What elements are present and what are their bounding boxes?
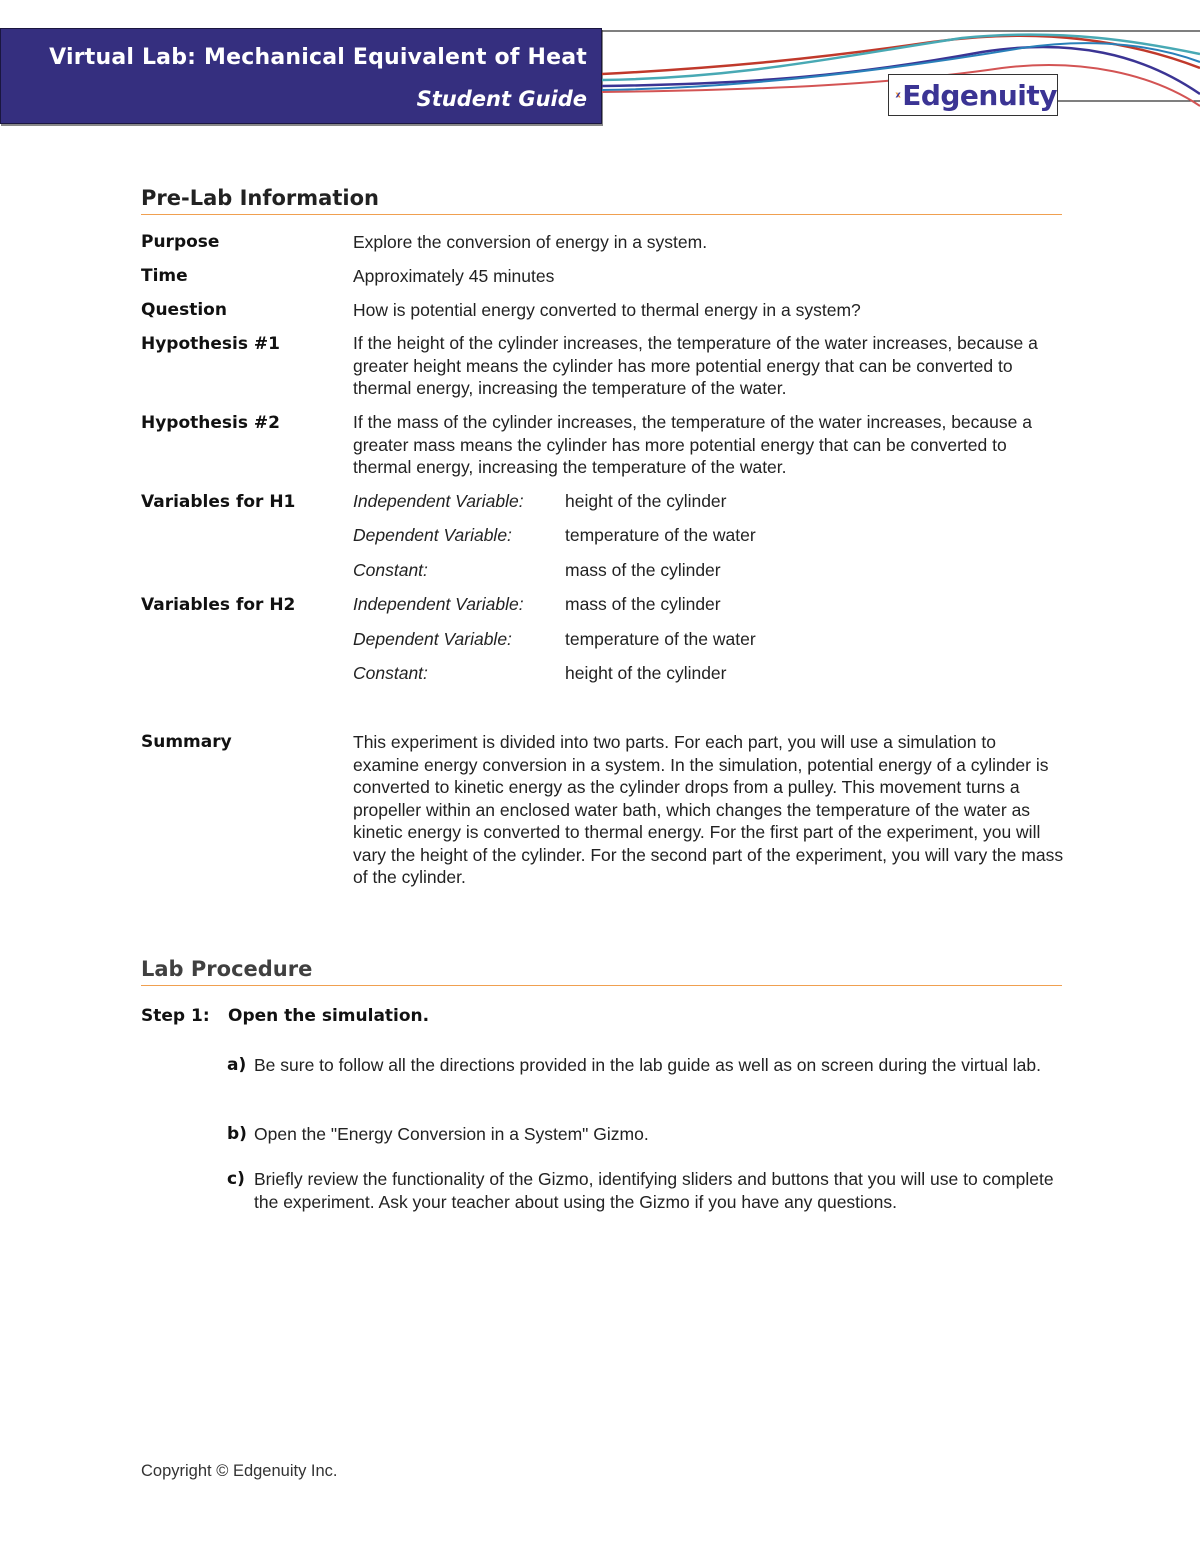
summary-label: Summary [141, 732, 232, 752]
purpose-value: Explore the conversion of energy in a system. [353, 232, 708, 252]
step-1-title: Open the simulation. [228, 1006, 430, 1026]
summary-value: This experiment is divided into two parts. For each part, you will use a simulation to examine energy conversion in a system. In the simulation, potential energy of a cylinder is converted to kinetic energy as the cylinder drops from a pulley. This movement turns a propeller within an enclosed water bath, which changes the temperature of the water as kinetic energy is converted to thermal energy. For the first part of the experiment, you will vary the height of the cylinder. For the second part of the experiment, you will vary the mass of the cylinder. [353, 732, 1064, 887]
step-1c-text: Briefly review the functionality of the Gizmo, identifying sliders and buttons that you will use to complete the experiment. Ask your teacher about using the Gizmo if you have any questions. [254, 1169, 1054, 1212]
hypothesis-1-value: If the height of the cylinder increases, the temperature of the water increases, because a greater height means the cylinder has more potential energy that can be converted to thermal energy, increasing the temperature of the water. [353, 333, 1038, 398]
h1-constant-name: Constant: [353, 560, 428, 580]
h1-constant-value: mass of the cylinder [565, 560, 721, 580]
procedure-heading: Lab Procedure [141, 957, 1062, 986]
variables-h2-label: Variables for H2 [141, 595, 296, 615]
document-title: Virtual Lab: Mechanical Equivalent of Heat [49, 45, 587, 70]
h1-dependent-value: temperature of the water [565, 525, 756, 545]
hypothesis-2-value: If the mass of the cylinder increases, the temperature of the water increases, because a greater mass means the cylinder has more potential energy that can be converted to thermal energy, increasing the temperature of the water. [353, 412, 1032, 477]
h1-dependent-name: Dependent Variable: [353, 525, 512, 545]
purpose-label: Purpose [141, 232, 220, 252]
step-1b-text: Open the "Energy Conversion in a System" Gizmo. [254, 1124, 649, 1144]
h2-dependent-value: temperature of the water [565, 629, 756, 649]
hypothesis-2-label: Hypothesis #2 [141, 413, 280, 433]
h2-independent-name: Independent Variable: [353, 594, 524, 614]
hypothesis-1-label: Hypothesis #1 [141, 334, 280, 354]
step-1a-marker: a) [227, 1055, 247, 1075]
h2-independent-value: mass of the cylinder [565, 594, 721, 614]
edgenuity-x-icon [895, 79, 901, 111]
h2-constant-value: height of the cylinder [565, 663, 727, 683]
prelab-heading: Pre-Lab Information [141, 186, 1062, 215]
footer-copyright: Copyright © Edgenuity Inc. [141, 1462, 338, 1480]
variables-h1-label: Variables for H1 [141, 492, 296, 512]
h1-independent-value: height of the cylinder [565, 491, 727, 511]
question-value: How is potential energy converted to thermal energy in a system? [353, 300, 861, 320]
step-1b-marker: b) [227, 1124, 247, 1144]
step-1-label: Step 1: [141, 1006, 210, 1026]
edgenuity-logo-text: Edgenuity [902, 78, 1057, 112]
h2-constant-name: Constant: [353, 663, 428, 683]
header-banner [0, 28, 602, 124]
time-value: Approximately 45 minutes [353, 266, 555, 286]
step-1a-text: Be sure to follow all the directions provided in the lab guide as well as on screen during the virtual lab. [254, 1055, 1041, 1075]
h1-independent-name: Independent Variable: [353, 491, 524, 511]
question-label: Question [141, 300, 227, 320]
document-subtitle: Student Guide [416, 87, 587, 111]
time-label: Time [141, 266, 188, 286]
h2-dependent-name: Dependent Variable: [353, 629, 512, 649]
step-1c-marker: c) [227, 1169, 245, 1189]
edgenuity-logo [888, 74, 1058, 116]
